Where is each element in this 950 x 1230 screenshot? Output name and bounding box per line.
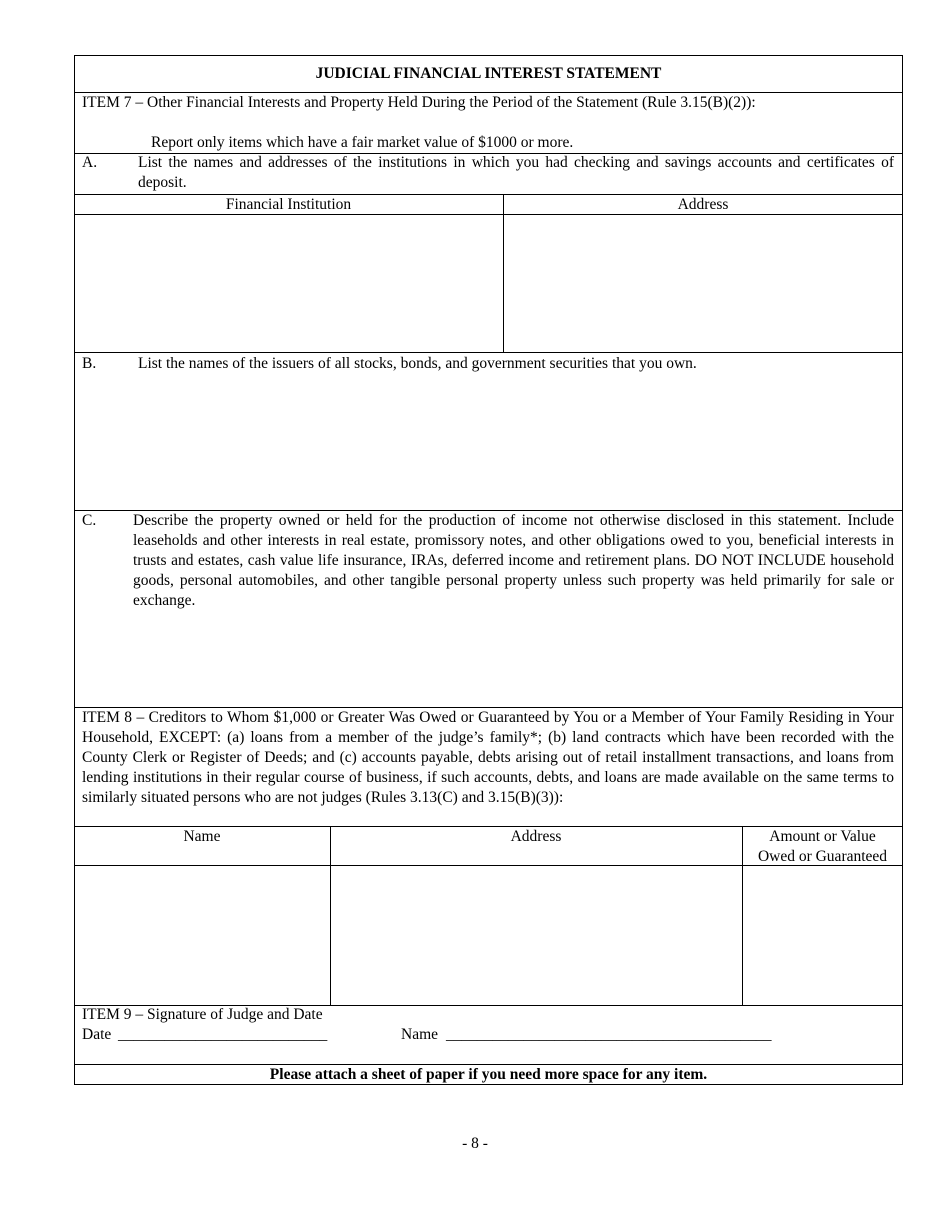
section-c-text: Describe the property owned or held for the production of income not otherwise disclosed in this statement. Include leaseholds and other interests in real estate, promissory notes, and other obligations owed to you, beneficial interests in trusts and estates, cash value life insurance, IRAs, deferred income and retirement plans. DO NOT INCLUDE household goods, personal automobiles, and other tangible personal property unless such property was held primarily for sale or exchange. — [133, 512, 894, 609]
divider — [74, 352, 903, 353]
page-title: JUDICIAL FINANCIAL INTEREST STATEMENT — [315, 65, 662, 82]
institution-entry-area[interactable] — [75, 215, 502, 352]
section-c-letter: C. — [82, 512, 97, 529]
date-field[interactable]: ___________________________ — [118, 1026, 328, 1043]
attach-note: Please attach a sheet of paper if you need more space for any item. — [269, 1066, 708, 1083]
name-label: Name — [401, 1026, 439, 1043]
property-entry-area[interactable] — [75, 612, 902, 706]
signature-name-field[interactable]: __________________________________________ — [446, 1026, 772, 1043]
creditor-address-entry-area[interactable] — [331, 866, 741, 1004]
section-a-text: List the names and addresses of the institutions in which you had checking and savings accounts and certificates of deposit. — [138, 154, 894, 191]
item7-heading: ITEM 7 – Other Financial Interests and Property Held During the Period of the Statement (Rule 3.15(B)(2)): — [82, 94, 756, 111]
date-label: Date — [82, 1026, 112, 1043]
item8-heading: ITEM 8 – Creditors to Whom $1,000 or Greater Was Owed or Guaranteed by You or a Member of Your Family Residing in Your Household, EXCEPT: (a) loans from a member of the judge’s family*; (b) land contracts which have been recorded with the County Clerk or Register of Deeds; and (c) accounts payable, debts arising out of retail installment transactions, and loans from lending institutions in their regular course of business, if such accounts, debts, and loans are made available on the same terms to similarly situated persons who are not judges (Rules 3.13(C) and 3.15(B)(3)): — [82, 709, 894, 806]
amount-entry-area[interactable] — [743, 866, 902, 1004]
securities-entry-area[interactable] — [75, 376, 902, 508]
col-address: Address — [510, 828, 562, 845]
item7-note: Report only items which have a fair market value of $1000 or more. — [151, 134, 574, 151]
section-a-letter: A. — [82, 154, 98, 171]
col-amount-line2: Owed or Guaranteed — [757, 848, 888, 865]
col-name: Name — [183, 828, 221, 845]
section-b-text: List the names of the issuers of all stocks, bonds, and government securities that you own. — [138, 355, 697, 372]
creditor-name-entry-area[interactable] — [75, 866, 329, 1004]
col-financial-institution: Financial Institution — [225, 196, 352, 213]
col-address: Address — [677, 196, 729, 213]
item9-heading: ITEM 9 – Signature of Judge and Date — [82, 1006, 323, 1023]
page-number: - 8 - — [462, 1135, 488, 1152]
section-b-letter: B. — [82, 355, 97, 372]
col-amount-line1: Amount or Value — [769, 828, 876, 845]
address-entry-area[interactable] — [504, 215, 902, 352]
